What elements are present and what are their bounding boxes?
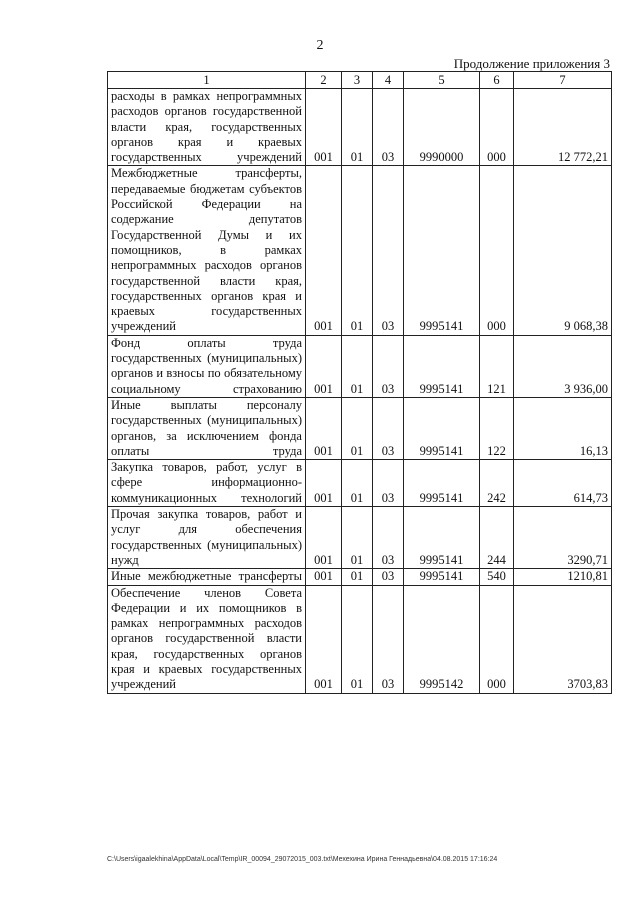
row-code: 000 bbox=[480, 166, 514, 335]
row-code: 9995142 bbox=[404, 585, 480, 693]
row-code: 242 bbox=[480, 460, 514, 507]
row-description: Межбюджетные трансферты, передаваемые бюджетам субъектов Российской Федерации на содержание депутатов Государственной Думы и их помощников, в рамках непрограммных расходов органов государственной власти края, государственных органов края и краевых государственных учреждений bbox=[108, 166, 306, 335]
row-code: 9995141 bbox=[404, 507, 480, 569]
row-code: 9995141 bbox=[404, 335, 480, 397]
row-code: 001 bbox=[306, 507, 342, 569]
row-amount: 3703,83 bbox=[514, 585, 612, 693]
column-header: 4 bbox=[373, 72, 404, 89]
footer-path: C:\Users\igaalekhina\AppData\Local\Temp\IR_00094_29072015_003.txt\Мехехина Ирина Геннадьевна\04.08.2015 17:16:24 bbox=[107, 856, 498, 863]
row-code: 9995141 bbox=[404, 460, 480, 507]
row-code: 03 bbox=[373, 335, 404, 397]
header-row bbox=[108, 72, 612, 89]
row-description: Иные выплаты персоналу государственных (муниципальных) органов, за исключением фонда оплаты труда bbox=[108, 397, 306, 459]
row-amount: 1210,81 bbox=[514, 569, 612, 585]
row-amount: 16,13 bbox=[514, 397, 612, 459]
row-code: 122 bbox=[480, 397, 514, 459]
row-code: 01 bbox=[342, 507, 373, 569]
row-description: Обеспечение членов Совета Федерации и их помощников в рамках непрограммных расходов органов государственной власти края, государственных органов края и краевых государственных учреждений bbox=[108, 585, 306, 693]
row-code: 001 bbox=[306, 569, 342, 585]
column-header: 6 bbox=[480, 72, 514, 89]
row-code: 9995141 bbox=[404, 166, 480, 335]
row-amount: 9 068,38 bbox=[514, 166, 612, 335]
row-code: 01 bbox=[342, 397, 373, 459]
column-header: 7 bbox=[514, 72, 612, 89]
table-row bbox=[108, 585, 612, 693]
row-code: 001 bbox=[306, 166, 342, 335]
row-description: Прочая закупка товаров, работ и услуг для обеспечения государственных (муниципальных) нужд bbox=[108, 507, 306, 569]
row-description: Фонд оплаты труда государственных (муниципальных) органов и взносы по обязательному социальному страхованию bbox=[108, 335, 306, 397]
row-code: 244 bbox=[480, 507, 514, 569]
row-amount: 614,73 bbox=[514, 460, 612, 507]
table-row bbox=[108, 89, 612, 166]
page-number: 2 bbox=[316, 38, 324, 53]
row-code: 01 bbox=[342, 569, 373, 585]
column-header: 5 bbox=[404, 72, 480, 89]
table-row bbox=[108, 166, 612, 335]
row-code: 001 bbox=[306, 89, 342, 166]
row-code: 001 bbox=[306, 335, 342, 397]
table-row bbox=[108, 507, 612, 569]
column-header: 2 bbox=[306, 72, 342, 89]
row-code: 9995141 bbox=[404, 397, 480, 459]
row-code: 01 bbox=[342, 335, 373, 397]
table-row bbox=[108, 397, 612, 459]
row-code: 9995141 bbox=[404, 569, 480, 585]
row-description: Закупка товаров, работ, услуг в сфере информационно-коммуникационных технологий bbox=[108, 460, 306, 507]
row-code: 121 bbox=[480, 335, 514, 397]
column-header: 1 bbox=[108, 72, 306, 89]
table-row bbox=[108, 335, 612, 397]
row-code: 01 bbox=[342, 89, 373, 166]
table-row bbox=[108, 569, 612, 585]
row-amount: 3290,71 bbox=[514, 507, 612, 569]
table-row bbox=[108, 460, 612, 507]
budget-table bbox=[107, 71, 612, 694]
row-amount: 3 936,00 bbox=[514, 335, 612, 397]
row-code: 03 bbox=[373, 460, 404, 507]
row-code: 000 bbox=[480, 585, 514, 693]
row-code: 03 bbox=[373, 397, 404, 459]
row-code: 03 bbox=[373, 585, 404, 693]
row-code: 540 bbox=[480, 569, 514, 585]
row-code: 001 bbox=[306, 585, 342, 693]
row-code: 01 bbox=[342, 166, 373, 335]
row-code: 03 bbox=[373, 569, 404, 585]
row-amount: 12 772,21 bbox=[514, 89, 612, 166]
row-code: 001 bbox=[306, 460, 342, 507]
row-code: 03 bbox=[373, 89, 404, 166]
continuation-caption: Продолжение приложения 3 bbox=[453, 56, 610, 71]
row-description: Иные межбюджетные трансферты bbox=[108, 569, 306, 585]
row-code: 03 bbox=[373, 166, 404, 335]
row-code: 03 bbox=[373, 507, 404, 569]
row-code: 01 bbox=[342, 460, 373, 507]
row-code: 01 bbox=[342, 585, 373, 693]
column-header: 3 bbox=[342, 72, 373, 89]
row-code: 000 bbox=[480, 89, 514, 166]
row-code: 9990000 bbox=[404, 89, 480, 166]
row-code: 001 bbox=[306, 397, 342, 459]
row-description: расходы в рамках непрограммных расходов органов государственной власти края, государственных органов края и краевых государственных учреждений bbox=[108, 89, 306, 166]
